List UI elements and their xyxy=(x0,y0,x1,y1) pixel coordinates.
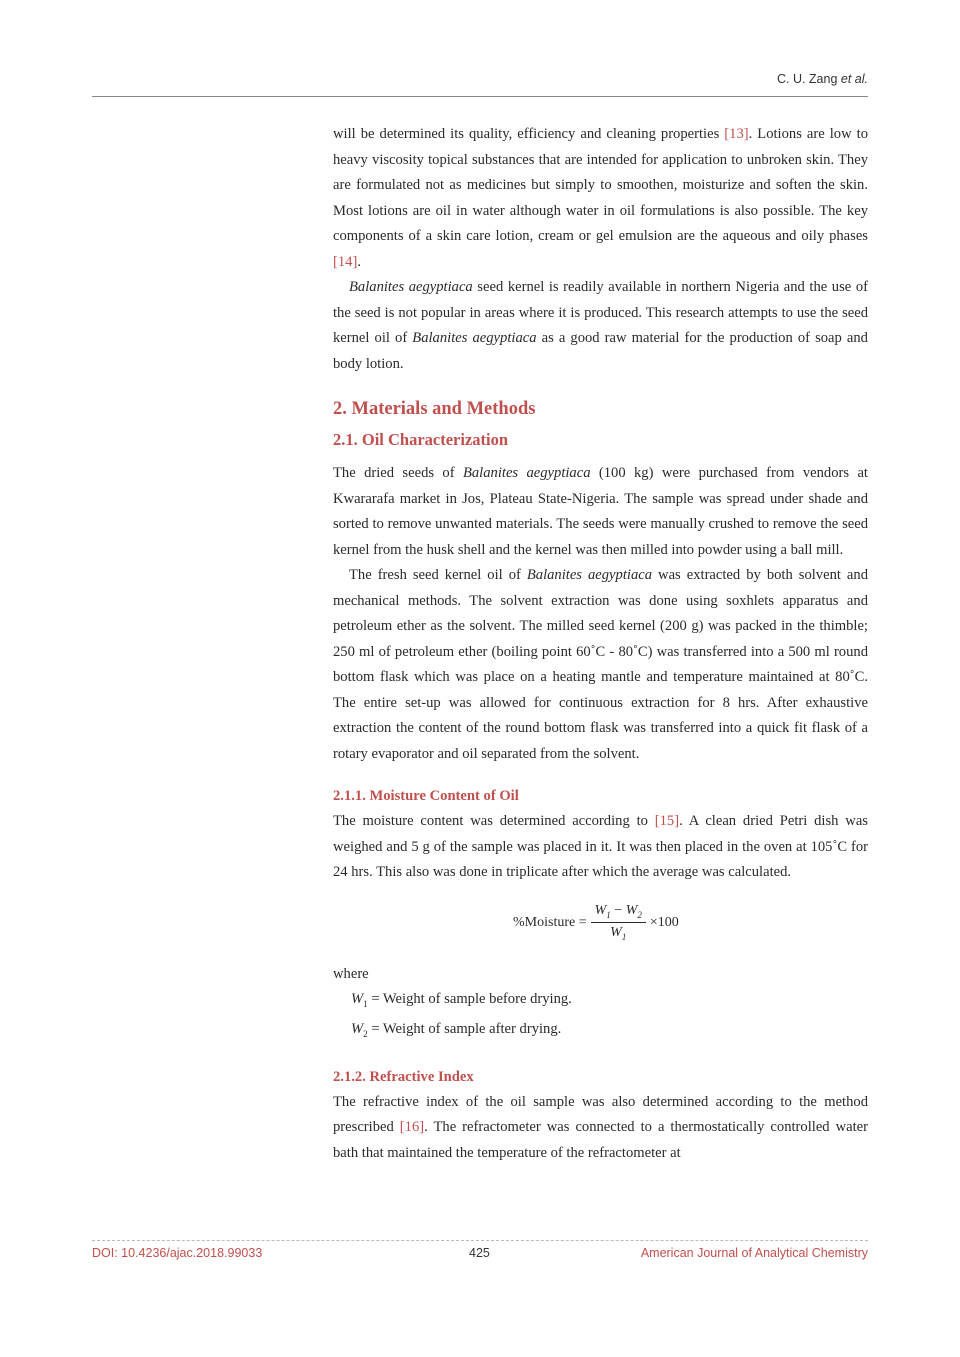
text-run: . xyxy=(357,253,361,270)
section-heading: 2. Materials and Methods xyxy=(333,399,536,419)
equation-numerator: $W_1 - W_2$ xyxy=(591,903,646,923)
subsubsection-heading: 2.1.1. Moisture Content of Oil xyxy=(333,788,519,804)
oil-paragraph-1 xyxy=(333,461,868,563)
citation-link[interactable]: [16] xyxy=(399,1119,425,1136)
text-run: seed kernel is readily available in northern Nigeria and the use of the seed is not popular in areas where it is produced. This research attempts to use the seed kernel oil of xyxy=(333,279,868,346)
running-header xyxy=(777,72,868,86)
text-run: . A clean dried Petri dish was weighed and 5 g of the sample was placed in it. It was then placed in the oven at 105˚C for 24 hrs. This also was done in triplicate after which the average was calculated. xyxy=(333,813,868,880)
species-name: Balanites aegyptiaca xyxy=(462,465,591,481)
oil-paragraph-2 xyxy=(333,563,868,767)
text-run: will be determined its quality, efficiency and cleaning properties xyxy=(333,126,725,142)
species-name: Balanites aegyptiaca xyxy=(526,567,653,583)
citation-link[interactable]: [13] xyxy=(724,126,749,142)
species-name: Balanites aegyptiaca xyxy=(349,279,473,295)
definition-item: $W_2$ = Weight of sample after drying. xyxy=(351,1021,562,1040)
header-etal: et al. xyxy=(840,72,868,86)
text-run: The refractive index of the oil sample was also determined according to the method prescribed xyxy=(333,1093,868,1136)
text-run: . The refractometer was connected to a thermostatically controlled water bath that maintained the temperature of the refractometer at xyxy=(333,1119,868,1161)
text-run: (100 kg) were purchased from vendors at Kwararafa market in Jos, Plateau State-Nigeria. The sample was spread under shade and sorted to remove unwanted materials. The seeds were manually crushed to remove the seed kernel from the husk shell and the kernel was then milled into powder using a ball mill. xyxy=(333,465,868,558)
header-rule xyxy=(92,96,868,97)
subsubsection-heading: 2.1.2. Refractive Index xyxy=(333,1068,474,1085)
main-column xyxy=(333,122,868,1166)
citation-link[interactable]: [15] xyxy=(654,813,680,829)
definition-item: $W_1$ = Weight of sample before drying. xyxy=(351,991,572,1009)
journal-name-link[interactable]: American Journal of Analytical Chemistry xyxy=(640,1246,868,1260)
moisture-paragraph xyxy=(333,809,868,886)
species-name: Balanites aegyptiaca xyxy=(412,330,537,346)
equation-fraction xyxy=(591,903,646,942)
variable-definitions xyxy=(333,987,868,1048)
equation-rhs: ×100 xyxy=(649,914,679,930)
header-author: C. U. Zang xyxy=(776,72,838,86)
doi-link[interactable]: DOI: 10.4236/ajac.2018.99033 xyxy=(92,1246,263,1260)
text-run: was extracted by both solvent and mechanical methods. The solvent extraction was done using soxhlets apparatus and petroleum ether as the solvent. The milled seed kernel (200 g) was packed in the thimble; 250 ml of petroleum ether (boiling point 60˚C - 80˚C) was transferred into a 500 ml round bottom flask which was place on a heating mantle and temperature maintained at 80˚C. The entire set-up was allowed for continuous extraction for 8 hrs. After exhaustive extraction the content of the round bottom flask was transferred into a quick fit flask of a rotary evaporator and oil separated from the solvent. xyxy=(333,567,868,762)
intro-paragraph-1 xyxy=(333,122,868,275)
text-run: The dried seeds of xyxy=(333,465,463,481)
text-run: The fresh seed kernel oil of xyxy=(349,567,527,583)
text-run: . Lotions are low to heavy viscosity topical substances that are intended for application to unbroken skin. They are formulated not as medicines but simply to smoothen, moisturize and soften the skin. Most lotions are oil in water although water in oil formulations is also possible. The key components of a skin care lotion, cream or gel emulsion are the aqueous and oily phases xyxy=(333,126,868,244)
footer-rule xyxy=(92,1240,868,1241)
text-run: The moisture content was determined according to xyxy=(333,813,655,829)
citation-link[interactable]: [14] xyxy=(333,253,358,270)
where-label: where xyxy=(333,965,369,982)
refractive-paragraph xyxy=(333,1090,868,1167)
equation-lhs: %Moisture = xyxy=(513,914,587,930)
equation-denominator: $W_1$ xyxy=(610,925,627,942)
text-run: as a good raw material for the production of soap and body lotion. xyxy=(333,330,868,372)
moisture-equation xyxy=(333,894,868,956)
intro-paragraph-2 xyxy=(333,275,868,377)
page-number: 425 xyxy=(469,1246,490,1260)
subsection-heading: 2.1. Oil Characterization xyxy=(333,430,509,449)
